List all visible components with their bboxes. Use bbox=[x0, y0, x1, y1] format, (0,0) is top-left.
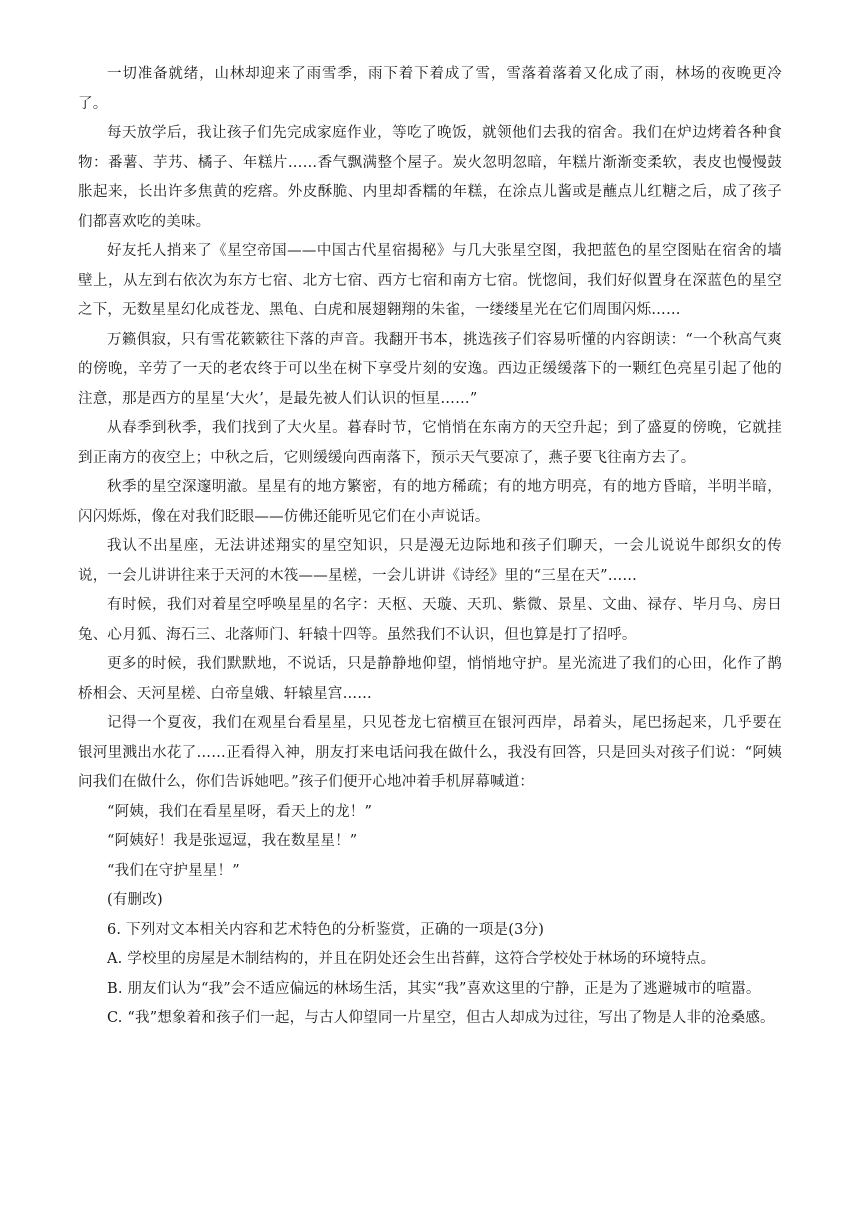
paragraph: 更多的时候，我们默默地，不说话，只是静静地仰望，悄悄地守护。星光流进了我们的心田，化作了鹊桥相会、天河星槎、白帝皇娥、轩辕星宫…… bbox=[78, 656, 782, 702]
paragraph: 从春季到秋季，我们找到了大火星。暮春时节，它悄悄在东南方的天空升起；到了盛夏的傍晚，它就挂到正南方的夜空上；中秋之后，它则缓缓向西南落下，预示天气要凉了，燕子要飞往南方去了。 bbox=[78, 420, 782, 466]
dialogue-line: “我们在守护星星！” bbox=[107, 862, 240, 879]
dialogue-line: “阿姨，我们在看星星呀，看天上的龙！” bbox=[107, 803, 373, 820]
paragraph: 万籁俱寂，只有雪花簌簌往下落的声音。我翻开书本，挑选孩子们容易听懂的内容朗读：“一个秋高气爽的傍晚，辛劳了一天的老农终于可以坐在树下享受片刻的安逸。西边正缓缓落下的一颗红色亮星引起了他的注意，那是西方的星星‘大火’，是最先被人们认识的恒星……” bbox=[78, 331, 782, 407]
option-a: A. 学校里的房屋是木制结构的，并且在阴处还会生出苔藓，这符合学校处于林场的环境特点。 bbox=[107, 951, 716, 967]
paragraph: 秋季的星空深邃明澈。星星有的地方繁密，有的地方稀疏；有的地方明亮，有的地方昏暗，半明半暗，闪闪烁烁，像在对我们眨眼——仿佛还能听见它们在小声说话。 bbox=[78, 479, 782, 525]
paragraph: 我认不出星座，无法讲述翔实的星空知识，只是漫无边际地和孩子们聊天，一会儿说说牛郎织女的传说，一会儿讲讲往来于天河的木筏——星槎，一会儿讲讲《诗经》里的“三星在天”…… bbox=[78, 538, 782, 584]
question-stem: 6. 下列对文本相关内容和艺术特色的分析鉴赏，正确的一项是(3分) bbox=[107, 921, 545, 938]
article-body bbox=[78, 60, 782, 916]
paragraph: 好友托人捎来了《星空帝国——中国古代星宿揭秘》与几大张星空图，我把蓝色的星空图贴在宿舍的墙壁上，从左到右依次为东方七宿、北方七宿、西方七宿和南方七宿。恍惚间，我们好似置身在深蓝色的星空之下，无数星星幻化成苍龙、黑龟、白虎和展翅翱翔的朱雀，一缕缕星光在它们周围闪烁…… bbox=[78, 243, 782, 318]
option-c: C. “我”想象着和孩子们一起，与古人仰望同一片星空，但古人却成为过往，写出了物是人非的沧桑感。 bbox=[107, 1010, 775, 1026]
paragraph: 有时候，我们对着星空呼唤星星的名字：天枢、天璇、天玑、紫微、景星、文曲、禄存、毕月乌、房日兔、心月狐、海石三、北落师门、轩辕十四等。虽然我们不认识，但也算是打了招呼。 bbox=[78, 597, 782, 643]
paragraph: 一切准备就绪，山林却迎来了雨雪季，雨下着下着成了雪，雪落着落着又化成了雨，林场的夜晚更冷了。 bbox=[78, 66, 782, 112]
paragraph: 每天放学后，我让孩子们先完成家庭作业，等吃了晚饭，就领他们去我的宿舍。我们在炉边烤着各种食物：番薯、芋艿、橘子、年糕片……香气飘满整个屋子。炭火忽明忽暗，年糕片渐渐变柔软，表皮也慢慢鼓胀起来，长出许多焦黄的疙瘩。外皮酥脆、内里却香糯的年糕，在涂点儿酱或是蘸点儿红糖之后，成了孩子们都喜欢吃的美味。 bbox=[78, 125, 782, 230]
paragraph: 记得一个夏夜，我们在观星台看星星，只见苍龙七宿横亘在银河西岸，昂着头，尾巴扬起来，几乎要在银河里溅出水花了……正看得入神，朋友打来电话问我在做什么，我没有回答，只是回头对孩子们说：“阿姨问我们在做什么，你们告诉她吧。”孩子们便开心地冲着手机屏幕喊道： bbox=[78, 715, 782, 790]
source-note: (有删改) bbox=[107, 892, 163, 908]
question-block bbox=[78, 916, 782, 1034]
document-page bbox=[78, 60, 782, 1034]
dialogue-line: “阿姨好！我是张逗逗，我在数星星！” bbox=[107, 833, 358, 849]
option-b: B. 朋友们认为“我”会不适应偏远的林场生活，其实“我”喜欢这里的宁静，正是为了逃避城市的喧嚣。 bbox=[107, 980, 761, 997]
